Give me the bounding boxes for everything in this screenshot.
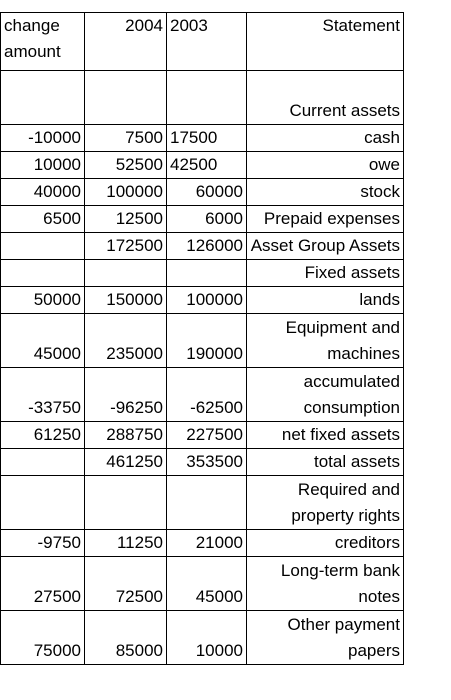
statement-cell[interactable]: Other payment papers — [247, 611, 404, 665]
statement-cell[interactable]: accumulated consumption — [247, 368, 404, 422]
year-2004-cell[interactable]: 172500 — [85, 233, 167, 260]
change-cell[interactable] — [1, 71, 85, 125]
change-cell[interactable]: -10000 — [1, 125, 85, 152]
statement-cell[interactable]: Fixed assets — [247, 260, 404, 287]
year-2003-cell[interactable]: 42500 — [167, 152, 247, 179]
statement-cell[interactable]: Prepaid expenses — [247, 206, 404, 233]
table-row — [1, 422, 404, 449]
year-2004-cell[interactable]: 72500 — [85, 557, 167, 611]
year-2004-cell[interactable]: 11250 — [85, 530, 167, 557]
statement-cell[interactable]: Asset Group Assets — [247, 233, 404, 260]
statement-cell[interactable]: owe — [247, 152, 404, 179]
year-2004-cell[interactable]: 235000 — [85, 314, 167, 368]
table-row — [1, 233, 404, 260]
change-cell[interactable]: 61250 — [1, 422, 85, 449]
year-2003-cell[interactable]: 10000 — [167, 611, 247, 665]
change-cell[interactable]: 45000 — [1, 314, 85, 368]
year-2003-cell[interactable]: 100000 — [167, 287, 247, 314]
header-year-2003[interactable]: 2003 — [167, 13, 247, 71]
year-2003-cell[interactable]: 60000 — [167, 179, 247, 206]
year-2003-cell[interactable]: 126000 — [167, 233, 247, 260]
table-row — [1, 314, 404, 368]
year-2003-cell[interactable]: -62500 — [167, 368, 247, 422]
year-2003-cell[interactable]: 227500 — [167, 422, 247, 449]
statement-cell[interactable]: lands — [247, 287, 404, 314]
table-row — [1, 557, 404, 611]
change-cell[interactable] — [1, 449, 85, 476]
table-header — [1, 13, 404, 71]
year-2004-cell[interactable] — [85, 71, 167, 125]
header-row — [1, 13, 404, 71]
year-2004-cell[interactable]: 288750 — [85, 422, 167, 449]
statement-cell[interactable]: Current assets — [247, 71, 404, 125]
change-cell[interactable]: -9750 — [1, 530, 85, 557]
change-cell[interactable]: -33750 — [1, 368, 85, 422]
table-row — [1, 179, 404, 206]
year-2004-cell[interactable]: 7500 — [85, 125, 167, 152]
year-2004-cell[interactable]: 52500 — [85, 152, 167, 179]
year-2003-cell[interactable]: 17500 — [167, 125, 247, 152]
year-2004-cell[interactable]: 461250 — [85, 449, 167, 476]
change-cell[interactable]: 50000 — [1, 287, 85, 314]
header-year-2004[interactable]: 2004 — [85, 13, 167, 71]
statement-cell[interactable]: Equipment and machines — [247, 314, 404, 368]
change-cell[interactable]: 27500 — [1, 557, 85, 611]
year-2004-cell[interactable] — [85, 476, 167, 530]
change-cell[interactable] — [1, 260, 85, 287]
year-2003-cell[interactable] — [167, 476, 247, 530]
change-cell[interactable]: 75000 — [1, 611, 85, 665]
year-2004-cell[interactable]: 150000 — [85, 287, 167, 314]
statement-cell[interactable]: stock — [247, 179, 404, 206]
statement-cell[interactable]: creditors — [247, 530, 404, 557]
table-row — [1, 206, 404, 233]
statement-cell[interactable]: cash — [247, 125, 404, 152]
header-statement[interactable]: Statement — [247, 13, 404, 71]
change-cell[interactable] — [1, 476, 85, 530]
year-2003-cell[interactable] — [167, 260, 247, 287]
year-2004-cell[interactable]: 85000 — [85, 611, 167, 665]
change-cell[interactable] — [1, 233, 85, 260]
year-2003-cell[interactable]: 190000 — [167, 314, 247, 368]
year-2004-cell[interactable]: -96250 — [85, 368, 167, 422]
year-2003-cell[interactable] — [167, 71, 247, 125]
table-row — [1, 368, 404, 422]
table-row — [1, 260, 404, 287]
balance-sheet-table — [0, 12, 404, 665]
year-2004-cell[interactable]: 100000 — [85, 179, 167, 206]
table-row — [1, 125, 404, 152]
statement-cell[interactable]: net fixed assets — [247, 422, 404, 449]
table-row — [1, 530, 404, 557]
change-cell[interactable]: 6500 — [1, 206, 85, 233]
header-change-amount[interactable]: change amount — [1, 13, 85, 71]
table-row — [1, 152, 404, 179]
year-2004-cell[interactable] — [85, 260, 167, 287]
table-body — [1, 71, 404, 665]
statement-cell[interactable]: Long-term bank notes — [247, 557, 404, 611]
change-cell[interactable]: 40000 — [1, 179, 85, 206]
table-row — [1, 476, 404, 530]
statement-cell[interactable]: total assets — [247, 449, 404, 476]
table-row — [1, 449, 404, 476]
change-cell[interactable]: 10000 — [1, 152, 85, 179]
year-2003-cell[interactable]: 353500 — [167, 449, 247, 476]
year-2003-cell[interactable]: 21000 — [167, 530, 247, 557]
table-row — [1, 287, 404, 314]
year-2004-cell[interactable]: 12500 — [85, 206, 167, 233]
table-row — [1, 611, 404, 665]
table-row — [1, 71, 404, 125]
statement-cell[interactable]: Required and property rights — [247, 476, 404, 530]
year-2003-cell[interactable]: 45000 — [167, 557, 247, 611]
year-2003-cell[interactable]: 6000 — [167, 206, 247, 233]
